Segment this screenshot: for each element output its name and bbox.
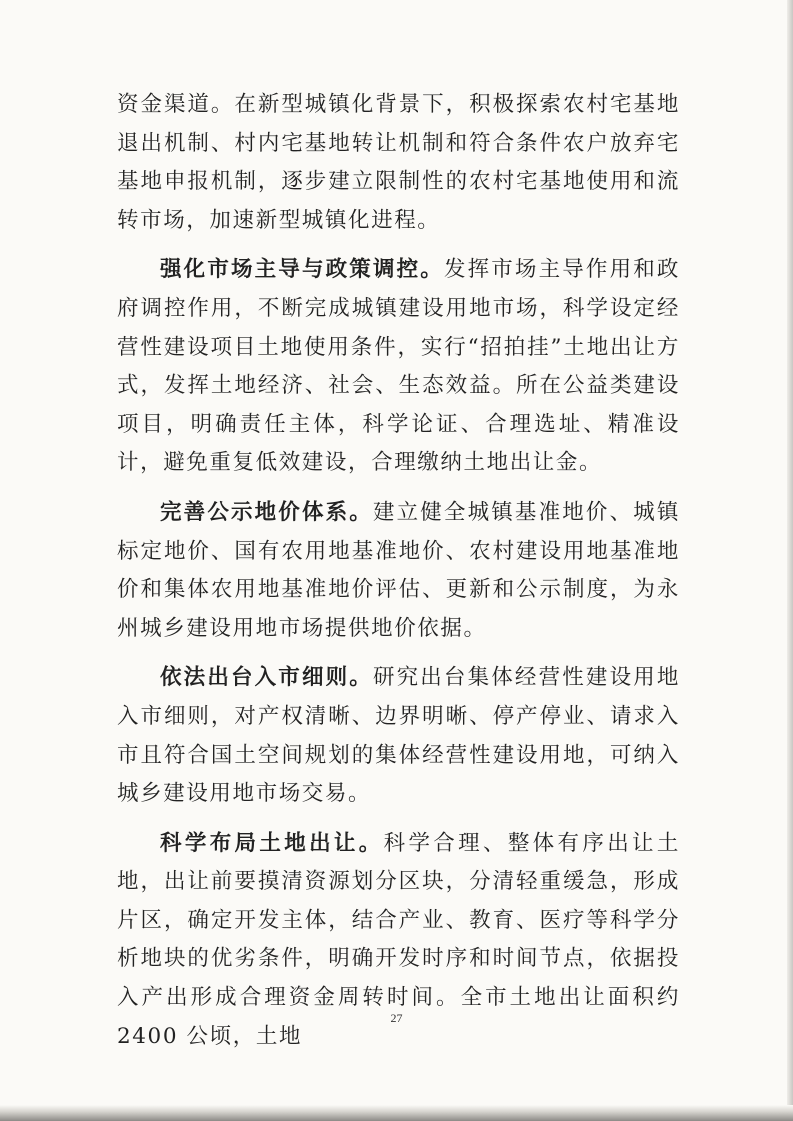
paragraph-heading: 科学布局土地出让。: [160, 830, 384, 856]
paragraph-heading: 完善公示地价体系。: [160, 499, 373, 525]
paragraph-text: 建立健全城镇基准地价、城镇标定地价、国有农用地基准地价、农村建设用地基准地价和集体农用地基准地价评估、更新和公示制度，为永州城乡建设用地市场提供地价依据。: [117, 499, 680, 641]
paragraph-text: 研究出台集体经营性建设用地入市细则，对产权清晰、边界明晰、停产停业、请求入市且符合国土空间规划的集体经营性建设用地，可纳入城乡建设用地市场交易。: [117, 665, 680, 807]
paragraph-heading: 强化市场主导与政策调控。: [160, 257, 444, 283]
paragraph-text: 科学合理、整体有序出让土地，出让前要摸清资源划分区块，分清轻重缓急，形成片区，确定开发主体，结合产业、教育、医疗等科学分析地块的优劣条件，明确开发时序和时间节点，依据投入产出形成合理资金周转时间。全市土地出让面积约 2400 公顷，土地: [117, 830, 681, 1049]
paragraph-text: 发挥市场主导作用和政府调控作用，不断完成城镇建设用地市场，科学设定经营性建设项目土地使用条件，实行“招拍挂”土地出让方式，发挥土地经济、社会、生态效益。所在公益类建设项目，明确责任主体，科学论证、合理选址、精准设计，避免重复低效建设，合理缴纳土地出让金。: [117, 257, 680, 476]
scan-edge-bottom: [0, 1105, 793, 1121]
paragraph-market-entry-rules: [117, 659, 680, 813]
paragraph-land-price-system: [117, 494, 680, 648]
paragraph-text: 资金渠道。在新型城镇化背景下，积极探索农村宅基地退出机制、村内宅基地转让机制和符合条件农户放弃宅基地申报机制，逐步建立限制性的农村宅基地使用和流转市场，加速新型城镇化进程。: [117, 92, 680, 233]
paragraph-market-regulation: [117, 251, 680, 483]
scan-edge-right: [787, 0, 793, 1121]
page-number: 27: [390, 1011, 403, 1025]
body-text: [117, 86, 680, 1056]
paragraph-heading: 依法出台入市细则。: [160, 665, 373, 691]
paragraph-funding-channels: [117, 86, 680, 240]
